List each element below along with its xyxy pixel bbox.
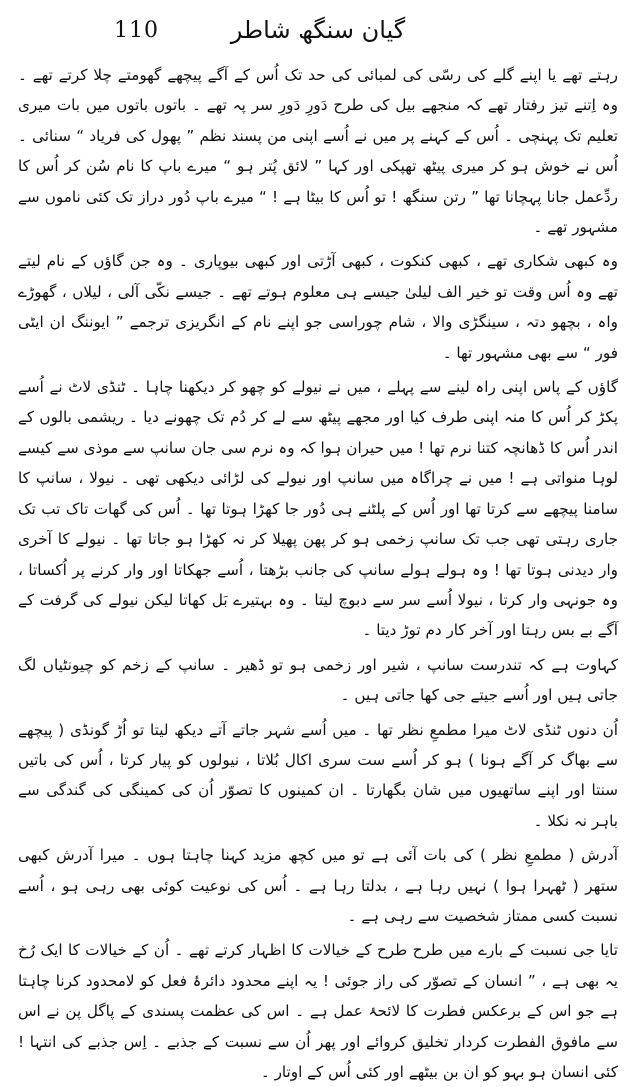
paragraph: تایا جی نسبت کے بارے میں طرح طرح کے خیالات کا اظہار کرتے تھے ۔ اُن کے خیالات کا ایک رُخ یہ بھی ہے ، ” انسان کے تصوّر کی راز جوئی ! یہ اپنے محدود دائرۂ فعل کو لامحدود کرنا چاہتا ہے جو اس کے برعکس فطرت کا لائحۂ عمل ہے ۔ اس کی عظمت پسندی کے پاگل پن نے اس سے مافوق الفطرت کردار تخلیق کروائے اور پھر اُن سے نسبت کے جذبے ۔ اِس جذبے کی انتہا ! کئی انسان ہو بہو کو ان بن بیٹھے اور کئی اُس کے اوتار ۔ bbox=[18, 941, 618, 1081]
paragraph: کہاوت ہے کہ تندرست سانپ ، شیر اور زخمی ہو تو ڈھیر ۔ سانپ کے زخم کو چیونٹیاں لگ جاتی ہیں اور اُسے جیتے جی کھا جاتی ہیں ۔ bbox=[18, 655, 618, 705]
paragraph: اُن دنوں ٹنڈی لاٹ میرا مطمعِ نظر تھا ۔ میں اُسے شہر جاتے آتے دیکھ لیتا تو اُڑ گونڈی ( پیچھے سے بھاگ کر آگے ہونا ) ہو کر اُسے ست سری اکال بُلاتا ، نیولوں کو پیار کرتا ، اُس کی باتیں سنتا اور اپنے ساتھیوں میں شان بگھارتا ۔ ان کمینوں کا تصوّر اُن کی کمینگی کی گندگی سے باہر نہ نکلا ۔ bbox=[18, 720, 618, 830]
page-number: 110 bbox=[114, 18, 159, 43]
paragraph: رہتے تھے یا اپنے گلے کی رسّی کی لمبائی کی حد تک اُس کے آگے پیچھے گھومتے چلا کرتے تھے ۔ وہ اِتنے تیز رفتار تھے کہ منجھے بیل کی طرح دَورِ دَورِ سر پہ تھے ۔ باتوں باتوں میں بات میری تعلیم تک پہنچی ۔ اُس کے کہنے پر میں نے اُسے اپنی من پسند نظم ” پھول کی فریاد “ سنائی ۔ اُس نے خوش ہو کر میری پیٹھ تھپکی اور کہا ” لائق پُتر ہو “ میرے باپ کا نام سُن کر اُس کا ردِّعمل جانا پہچانا تھا ” رتن سنگھ ! تو اُس کا بیٹا ہے ! “ میرے باپ دُور دراز تک کئی ناموں سے مشہور تھے ۔ bbox=[18, 66, 618, 237]
paragraph: گاؤں کے پاس اپنی راہ لینے سے پہلے ، میں نے نیولے کو چھو کر دیکھنا چاہا ۔ ٹنڈی لاٹ نے اُسے پکڑ کر اُس کا منہ اپنی طرف کیا اور مجھے پیٹھ سے لے کر دُم تک چھونے دیا ۔ ریشمی بالوں کے اندر اُس کا ڈھانچہ کتنا نرم تھا ! میں حیران ہوا کہ وہ نرم سی جان سانپ سے موذی سے کیسے لوہا منواتی ہے ! میں نے چراگاہ میں سانپ اور نیولے کی لڑائی دیکھی تھی ۔ نیولا ، سانپ کا سامنا پیچھے سے کرتا تھا اور اُس کے پلٹنے ہی دُور جا کھڑا ہوتا تھا ۔ اُس کی گھات تاک تب تک جاری رہتی تھی جب تک سانپ زخمی ہو کر پھن پھیلا کر نہ کھڑا ہو جاتا تھا ۔ نیولے کا آخری وار دیدنی ہوتا تھا ! وہ ہولے ہولے سانپ کی جانب بڑھتا ، اُسے جھکاتا اور وار کرنے پر اُکساتا ، وہ جونہی وار کرتا ، نیولا اُسے سر سے دبوچ لیتا ۔ وہ بہتیرے بَل کھاتا لیکن نیولے کی گرفت کے آگے بے بس رہتا اور آخر کار دم توڑ دیتا ۔ bbox=[18, 378, 618, 640]
page-header bbox=[18, 14, 618, 60]
running-title: گیان سنگھ شاطر bbox=[230, 16, 406, 44]
paragraph: وہ کبھی شکاری تھے ، کبھی کنکوت ، کبھی آڑتی اور کبھی بیوپاری ۔ وہ جن گاؤں کے نام لیتے تھے وہ اُس وقت تو خیر الف لیلیٰ جیسے ہی معلوم ہوتے تھے ۔ جیسے نکّی آلی ، لیلاں ، گھوڑے واہ ، بچھو دتہ ، سینگڑی والا ، شام چوراسی جو اپنے نام کے انگریزی ترجمے ” ایوننگ ان ایٹی فور “ سے بھی مشہور تھا ۔ bbox=[18, 252, 618, 362]
paragraph: آدرش ( مطمعِ نظر ) کی بات آئی ہے تو میں کچھ مزید کہنا چاہتا ہوں ۔ میرا آدرش کبھی ستھر ( ٹھہرا ہوا ) نہیں رہا ہے ، بدلتا رہا ہے ۔ اُس کی نوعیت کوئی بھی رہی ہو ، اُسے نسبت کسی ممتاز شخصیت سے رہی ہے ۔ bbox=[18, 846, 618, 925]
body-text bbox=[18, 60, 618, 1087]
